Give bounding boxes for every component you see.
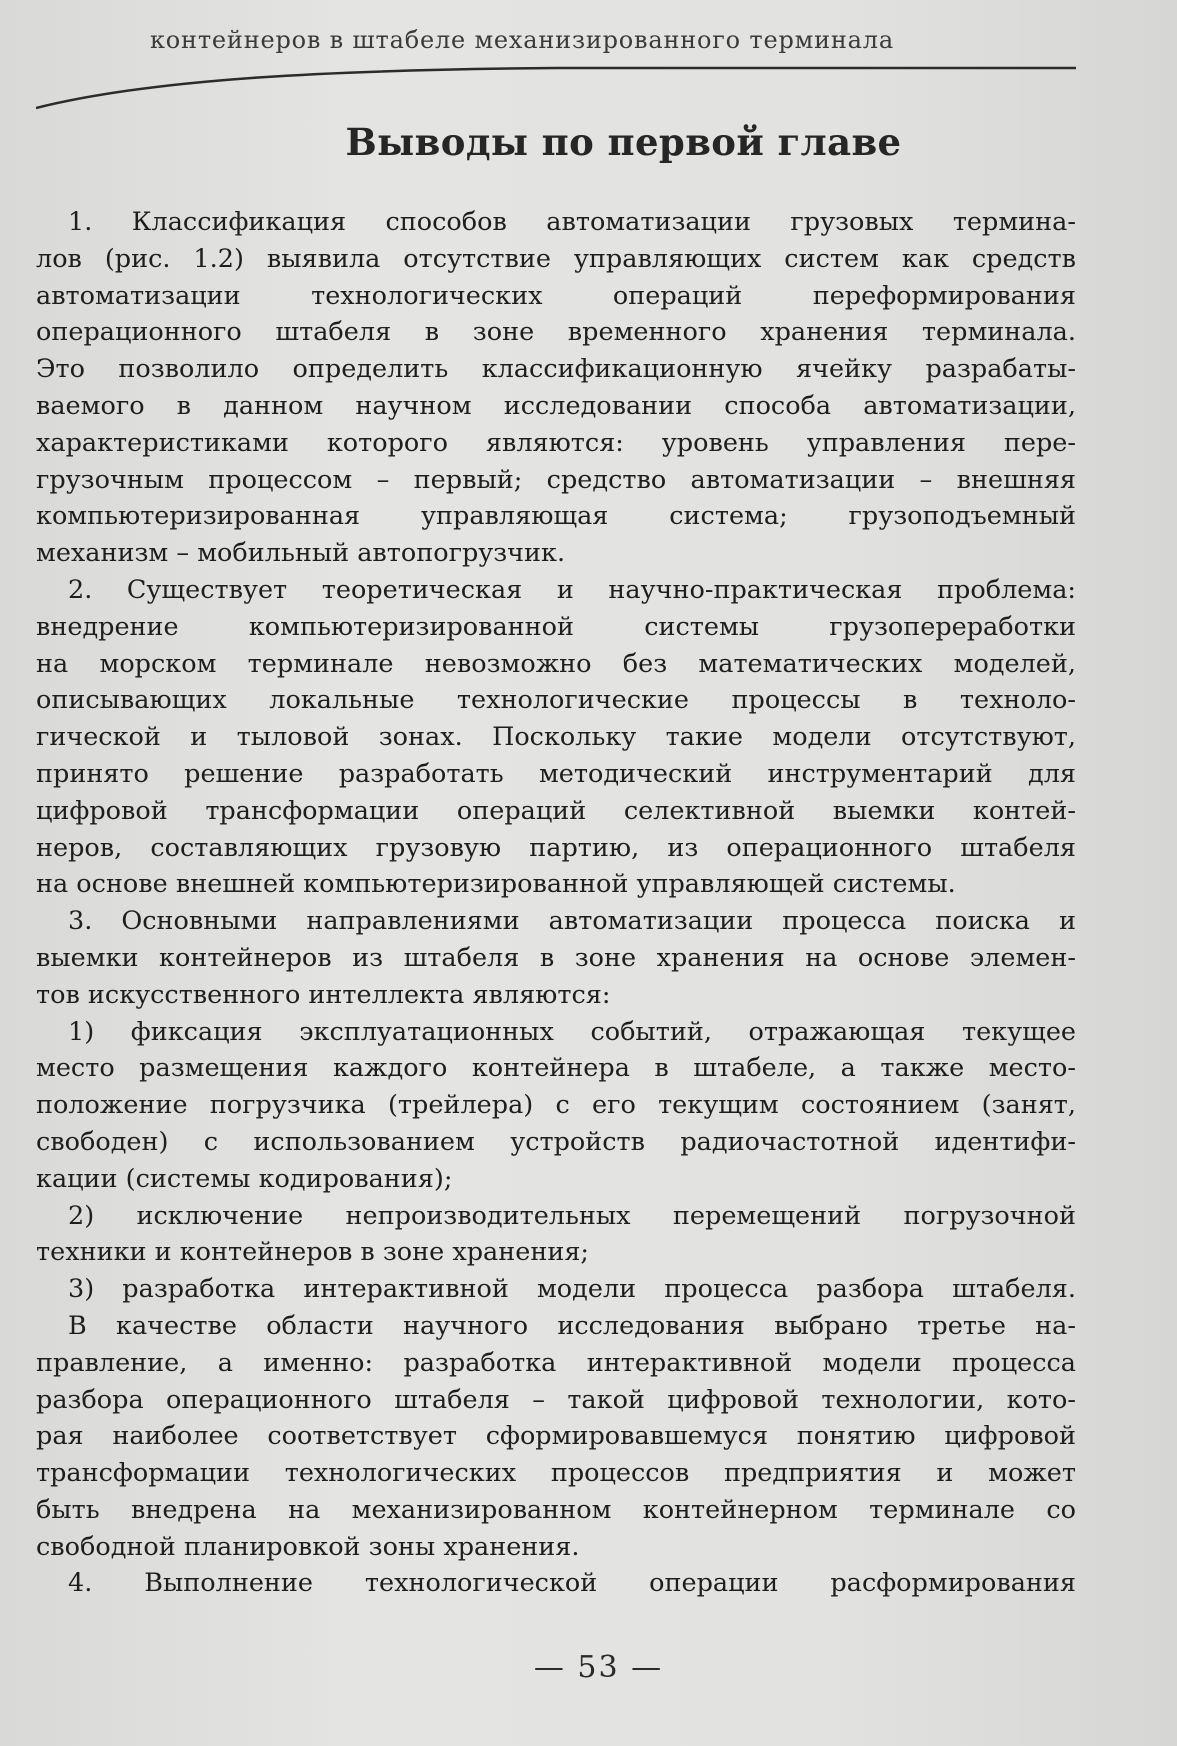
running-header: контейнеров в штабеле механизированного терминала [150,26,894,54]
page-number: — 53 — [533,1650,664,1685]
text-line: Это позволило определить классификационную ячейку разрабаты- [36,354,1076,385]
header-rule [36,0,1076,120]
text-line: на основе внешней компьютеризированной управляющей системы. [36,869,956,900]
text-line: трансформации технологических процессов предприятия и может [36,1458,1076,1489]
text-line: положение погрузчика (трейлера) с его текущим состоянием (занят, [36,1090,1076,1121]
text-line: быть внедрена на механизированном контейнерном терминале со [36,1494,1076,1525]
text-line: внедрение компьютеризированной системы грузопереработки [36,611,1076,642]
text-line: техники и контейнеров в зоне хранения; [36,1237,589,1268]
text-line: 1) фиксация эксплуатационных событий, отражающая текущее [68,1016,1076,1047]
text-line: разбора операционного штабеля – такой цифровой технологии, кото- [36,1384,1076,1415]
text-line: цифровой трансформации операций селективной выемки контей- [36,795,1076,826]
text-line: выемки контейнеров из штабеля в зоне хранения на основе элемен- [36,942,1076,973]
text-line: принято решение разработать методический инструментарий для [36,758,1076,789]
text-line: операционного штабеля в зоне временного хранения терминала. [36,317,1076,348]
text-line: 3. Основными направлениями автоматизации процесса поиска и [68,906,1076,937]
chapter-title: Выводы по первой главе [345,120,902,164]
text-line: 2. Существует теоретическая и научно-практическая проблема: [68,574,1076,605]
text-line: грузочным процессом – первый; средство автоматизации – внешняя [36,464,1076,495]
text-line: на морском терминале невозможно без математических моделей, [36,648,1076,679]
text-line: свободен) с использованием устройств радиочастотной идентифи- [36,1126,1076,1157]
text-line: механизм – мобильный автопогрузчик. [36,538,566,569]
text-line: кации (системы кодирования); [36,1163,453,1194]
text-line: 3) разработка интерактивной модели процесса разбора штабеля. [68,1274,1076,1305]
text-line: неров, составляющих грузовую партию, из операционного штабеля [36,832,1076,863]
text-line: 1. Классификация способов автоматизации грузовых термина- [68,207,1076,237]
body-text [36,204,1076,1602]
text-line: место размещения каждого контейнера в штабеле, а также место- [36,1053,1076,1084]
text-line: лов (рис. 1.2) выявила отсутствие управляющих систем как средств [36,243,1076,274]
text-line: рая наиболее соответствует сформировавшемуся понятию цифровой [36,1421,1076,1452]
text-line: 4. Выполнение технологической операции расформирования [68,1568,1076,1599]
text-line: 2) исключение непроизводительных перемещений погрузочной [68,1200,1076,1231]
text-line: тов искусственного интеллекта являются: [36,979,611,1010]
text-line: гической и тыловой зонах. Поскольку такие модели отсутствуют, [36,722,1076,753]
text-line: описывающих локальные технологические процессы в техноло- [36,685,1076,716]
text-line: свободной планировкой зоны хранения. [36,1531,580,1562]
text-line: В качестве области научного исследования выбрано третье на- [68,1310,1076,1341]
text-line: правление, а именно: разработка интерактивной модели процесса [36,1347,1076,1378]
text-line: характеристиками которого являются: уровень управления пере- [36,427,1076,458]
text-line: компьютеризированная управляющая система; грузоподъемный [36,501,1076,532]
text-line: ваемого в данном научном исследовании способа автоматизации, [36,390,1076,421]
text-line: автоматизации технологических операций переформирования [36,280,1076,311]
